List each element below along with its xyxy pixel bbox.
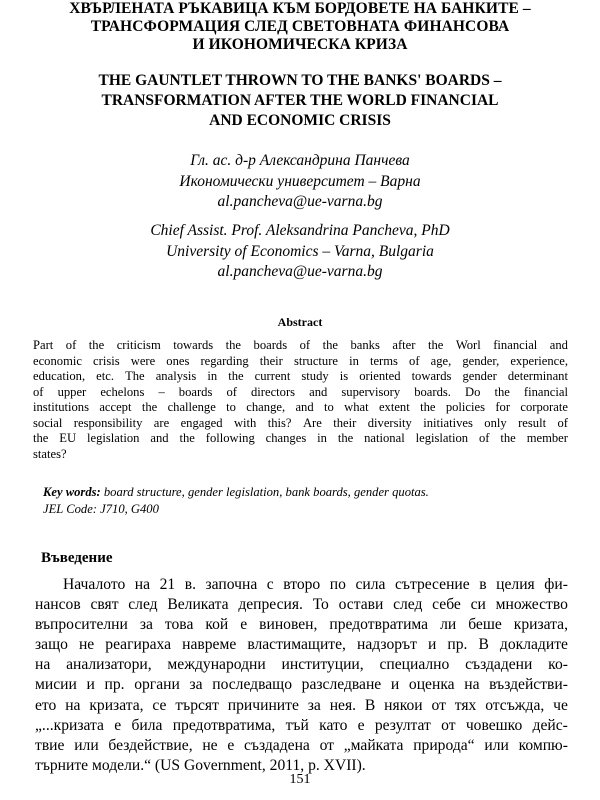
word: В bbox=[364, 696, 376, 714]
word: gender bbox=[462, 369, 497, 383]
word: what bbox=[344, 400, 369, 414]
keywords-block bbox=[43, 484, 573, 518]
word: the bbox=[141, 400, 158, 414]
author-email-en[interactable]: al.pancheva@ue-varna.bg bbox=[217, 263, 383, 280]
word: of bbox=[33, 384, 44, 399]
author-name-en: Chief Assist. Prof. Aleksandrina Pancheva, PhD bbox=[150, 222, 450, 239]
word: change, bbox=[246, 400, 286, 414]
word: are bbox=[153, 415, 170, 430]
word: legislation bbox=[415, 431, 469, 445]
word: депресия. bbox=[238, 596, 303, 614]
word: на bbox=[35, 656, 51, 674]
author-affiliation-en: University of Economics – Varna, Bulgaria bbox=[166, 242, 434, 260]
word: national bbox=[364, 431, 405, 445]
word: boards. bbox=[414, 384, 451, 399]
word: after bbox=[392, 338, 416, 352]
intro-line: търните модели.“ (US Government, 2011, p. XVII). bbox=[35, 756, 366, 774]
word: terms bbox=[369, 353, 398, 368]
author-affiliation-bg: Икономически университет – Варна bbox=[179, 172, 421, 190]
word: – bbox=[158, 384, 165, 399]
word: на bbox=[464, 676, 480, 694]
abstract-line bbox=[33, 338, 568, 354]
word: след bbox=[128, 596, 158, 614]
word: е bbox=[114, 716, 122, 734]
word: the bbox=[420, 400, 436, 414]
word: предотвратима, bbox=[172, 716, 276, 734]
word: като bbox=[319, 716, 348, 734]
word: diversity bbox=[367, 415, 412, 430]
word: за bbox=[307, 696, 321, 714]
word: of bbox=[478, 431, 490, 445]
word: in bbox=[207, 369, 218, 383]
abstract-line bbox=[33, 431, 568, 447]
word: нансов bbox=[35, 596, 81, 614]
author-block-bulgarian bbox=[0, 151, 600, 213]
intro-line bbox=[35, 615, 568, 635]
abstract-line bbox=[33, 400, 568, 416]
word: and bbox=[295, 400, 314, 414]
section-heading-introduction: Въведение bbox=[41, 550, 113, 566]
word: policies bbox=[445, 400, 485, 414]
word: etc. bbox=[96, 369, 114, 383]
word: започна bbox=[205, 576, 258, 593]
word: and bbox=[549, 338, 568, 352]
word: boards bbox=[253, 338, 288, 352]
word: of bbox=[226, 384, 237, 399]
intro-line bbox=[35, 736, 568, 756]
word: in bbox=[349, 353, 359, 368]
word: in bbox=[317, 431, 327, 445]
word: institutions bbox=[33, 400, 89, 414]
word: фи- bbox=[544, 576, 568, 593]
page-number: 151 bbox=[289, 772, 311, 787]
author-block-english bbox=[0, 221, 600, 283]
title-en-line: AND ECONOMIC CRISIS bbox=[209, 112, 391, 129]
title-bg-line: И ИКОНОМИЧЕСКА КРИЗА bbox=[192, 36, 408, 53]
word: това bbox=[164, 616, 194, 634]
word: the bbox=[494, 384, 510, 399]
word: някои bbox=[384, 696, 423, 714]
word: дейс- bbox=[532, 716, 568, 734]
word: защо bbox=[35, 636, 68, 654]
word: age, bbox=[430, 353, 452, 368]
word: is bbox=[339, 369, 349, 383]
intro-line bbox=[35, 655, 568, 675]
word: the bbox=[228, 369, 244, 383]
word: за bbox=[139, 616, 153, 634]
word: кризата, bbox=[513, 616, 568, 634]
word: създадена bbox=[244, 736, 310, 754]
abstract-body bbox=[33, 338, 568, 462]
word: their bbox=[333, 415, 357, 430]
word: Do bbox=[465, 384, 481, 399]
word: study bbox=[301, 369, 329, 383]
word: financial bbox=[493, 338, 538, 352]
word: и bbox=[427, 636, 437, 654]
word: природа“ bbox=[413, 736, 475, 754]
word: множество bbox=[495, 596, 568, 614]
keywords-label: Key words: bbox=[43, 485, 101, 499]
word: в. bbox=[184, 576, 196, 593]
intro-line bbox=[35, 635, 568, 655]
word: criticism bbox=[116, 338, 161, 352]
word: with bbox=[233, 415, 257, 430]
word: тъй bbox=[285, 716, 309, 734]
word: си bbox=[470, 596, 486, 614]
word: determinant bbox=[507, 369, 568, 383]
abstract-line bbox=[33, 385, 568, 401]
word: the bbox=[225, 338, 242, 352]
word: echelons bbox=[100, 384, 145, 399]
word: резултат bbox=[374, 716, 431, 734]
word: education, bbox=[33, 369, 86, 383]
word: responsibility bbox=[73, 415, 143, 430]
word: boards bbox=[178, 384, 213, 399]
word: to bbox=[323, 400, 334, 414]
word: причините bbox=[227, 696, 299, 714]
word: отсъжда, bbox=[485, 696, 545, 714]
word: upper bbox=[57, 384, 87, 399]
word: 21 bbox=[159, 576, 176, 593]
word: мисии bbox=[35, 676, 77, 694]
word: changes bbox=[265, 431, 307, 445]
word: social bbox=[33, 415, 63, 430]
word: докладите bbox=[499, 636, 568, 654]
word: е bbox=[240, 616, 248, 634]
intro-line bbox=[35, 696, 568, 716]
word: the bbox=[88, 338, 105, 352]
title-bg-line: ТРАНСФОРМАЦИЯ СЛЕД СВЕТОВНАТА ФИНАНСОВА bbox=[90, 18, 510, 35]
word: corporate bbox=[520, 400, 568, 414]
word: engaged bbox=[180, 415, 223, 430]
word: this? bbox=[267, 415, 292, 430]
word: властимащите, bbox=[247, 636, 346, 654]
word: ето bbox=[35, 696, 57, 714]
word: институции, bbox=[281, 656, 364, 674]
word: разследване bbox=[301, 676, 382, 694]
word: била bbox=[131, 716, 163, 734]
word: towards bbox=[411, 369, 452, 383]
word: сила bbox=[355, 576, 386, 593]
word: е bbox=[227, 736, 235, 754]
word: компю- bbox=[518, 736, 568, 754]
word: създадени bbox=[465, 656, 533, 674]
word: Великата bbox=[167, 596, 229, 614]
word: of bbox=[65, 338, 77, 352]
title-bg-line: ХВЪРЛЕНАТА РЪКАВИЦА КЪМ БОРДОВЕТЕ НА БАНКИТЕ – bbox=[69, 0, 531, 17]
word: their bbox=[259, 353, 283, 368]
word: supervisory bbox=[341, 384, 401, 399]
word: Part bbox=[33, 338, 54, 352]
word: анализатори, bbox=[66, 656, 152, 674]
word: твие bbox=[35, 736, 65, 754]
word: свят bbox=[90, 596, 119, 614]
word: challenge bbox=[167, 400, 216, 414]
word: crisis bbox=[93, 353, 120, 368]
word: following bbox=[205, 431, 255, 445]
word: directors bbox=[251, 384, 296, 399]
word: кой bbox=[205, 616, 229, 634]
word: Началото bbox=[63, 576, 126, 593]
word: towards bbox=[173, 338, 214, 352]
intro-line bbox=[35, 575, 568, 595]
keywords-text: board structure, gender legislation, bank boards, gender quotas. bbox=[100, 485, 429, 499]
word: за bbox=[189, 676, 203, 694]
word: То bbox=[312, 596, 329, 614]
word: result bbox=[518, 415, 547, 430]
word: оценка bbox=[408, 676, 455, 694]
abstract-heading: Abstract bbox=[277, 315, 323, 329]
word: for bbox=[495, 400, 511, 414]
word: международни bbox=[167, 656, 266, 674]
word: the bbox=[500, 431, 516, 445]
word: тях bbox=[454, 696, 477, 714]
abstract-line bbox=[33, 354, 568, 370]
intro-line bbox=[35, 716, 568, 736]
word: или bbox=[484, 736, 509, 754]
title-en-line: TRANSFORMATION AFTER THE WORLD FINANCIAL bbox=[101, 92, 499, 109]
word: навреме bbox=[182, 636, 237, 654]
word: себе bbox=[432, 596, 461, 614]
word: нея. bbox=[329, 696, 357, 714]
word: experience, bbox=[510, 353, 568, 368]
word: от bbox=[431, 696, 446, 714]
word: бездействие, bbox=[108, 736, 193, 754]
word: и bbox=[390, 676, 400, 694]
word: въпросителни bbox=[35, 616, 128, 634]
word: последващо bbox=[212, 676, 292, 694]
word: човешко bbox=[465, 716, 523, 734]
word: търсят bbox=[175, 696, 219, 714]
title-en-line: THE GAUNTLET THROWN TO THE BANKS' BOARDS – bbox=[98, 72, 502, 89]
word: financial bbox=[523, 384, 568, 399]
word: е bbox=[357, 716, 365, 734]
word: в bbox=[479, 576, 487, 593]
title-english bbox=[0, 71, 600, 131]
word: the bbox=[33, 431, 49, 445]
word: специално bbox=[379, 656, 450, 674]
word: беше bbox=[468, 616, 502, 634]
word: current bbox=[254, 369, 291, 383]
word: второ bbox=[283, 576, 321, 593]
word: ко- bbox=[548, 656, 568, 674]
word: gender, bbox=[462, 353, 500, 368]
abstract-line: states? bbox=[33, 446, 67, 461]
word: ones bbox=[166, 353, 190, 368]
word: the bbox=[322, 338, 338, 352]
word: от bbox=[441, 716, 456, 734]
word: остави bbox=[338, 596, 384, 614]
word: and bbox=[309, 384, 328, 399]
word: на bbox=[65, 696, 81, 714]
word: oriented bbox=[359, 369, 401, 383]
word: of bbox=[409, 353, 420, 368]
word: В bbox=[478, 636, 489, 654]
word: на bbox=[134, 576, 151, 593]
word: accept bbox=[99, 400, 132, 414]
word: по bbox=[329, 576, 346, 593]
word: от bbox=[319, 736, 334, 754]
word: се bbox=[152, 696, 167, 714]
word: the bbox=[337, 431, 354, 445]
word: only bbox=[484, 415, 507, 430]
word: Worl bbox=[455, 338, 481, 352]
word: с bbox=[266, 576, 274, 593]
word: the bbox=[179, 431, 195, 445]
word: banks bbox=[350, 338, 380, 352]
word: целия bbox=[496, 576, 535, 593]
word: of bbox=[557, 415, 568, 430]
word: ли bbox=[440, 616, 457, 634]
word: to bbox=[226, 400, 236, 414]
word: сътресение bbox=[394, 576, 470, 593]
introduction-body bbox=[35, 575, 568, 776]
word: EU bbox=[59, 431, 77, 445]
word: предотвратима bbox=[329, 616, 429, 634]
word: след bbox=[393, 596, 423, 614]
word: legislation bbox=[87, 431, 140, 445]
keywords-line bbox=[43, 484, 573, 501]
word: analysis bbox=[155, 369, 197, 383]
word: extent bbox=[378, 400, 410, 414]
word: initiatives bbox=[423, 415, 473, 430]
abstract-line bbox=[33, 416, 568, 432]
title-bulgarian bbox=[0, 0, 600, 54]
word: не bbox=[78, 636, 95, 654]
word: надзорът bbox=[356, 636, 417, 654]
word: или bbox=[74, 736, 99, 754]
abstract-line bbox=[33, 369, 568, 385]
word: regarding bbox=[200, 353, 249, 368]
word: The bbox=[125, 369, 145, 383]
word: въздействи- bbox=[489, 676, 568, 694]
word: and bbox=[150, 431, 169, 445]
word: of bbox=[299, 338, 311, 352]
word: member bbox=[526, 431, 568, 445]
word: „...кризата bbox=[35, 716, 104, 734]
intro-line bbox=[35, 595, 568, 615]
word: кризата, bbox=[89, 696, 144, 714]
author-name-bg: Гл. ас. д-р Александрина Панчева bbox=[190, 152, 410, 169]
word: „майката bbox=[343, 736, 404, 754]
jel-code: JEL Code: J710, G400 bbox=[43, 502, 159, 516]
word: were bbox=[130, 353, 156, 368]
word: Are bbox=[302, 415, 322, 430]
word: пр. bbox=[104, 676, 125, 694]
word: не bbox=[202, 736, 218, 754]
word: реагираха bbox=[105, 636, 172, 654]
word: че bbox=[553, 696, 568, 714]
author-email-bg[interactable]: al.pancheva@ue-varna.bg bbox=[217, 193, 383, 210]
word: structure bbox=[293, 353, 339, 368]
word: виновен, bbox=[259, 616, 318, 634]
word: и bbox=[86, 676, 95, 694]
word: пр. bbox=[447, 636, 468, 654]
word: органи bbox=[134, 676, 180, 694]
word: the bbox=[427, 338, 444, 352]
word: economic bbox=[33, 353, 82, 368]
intro-line bbox=[35, 675, 568, 695]
